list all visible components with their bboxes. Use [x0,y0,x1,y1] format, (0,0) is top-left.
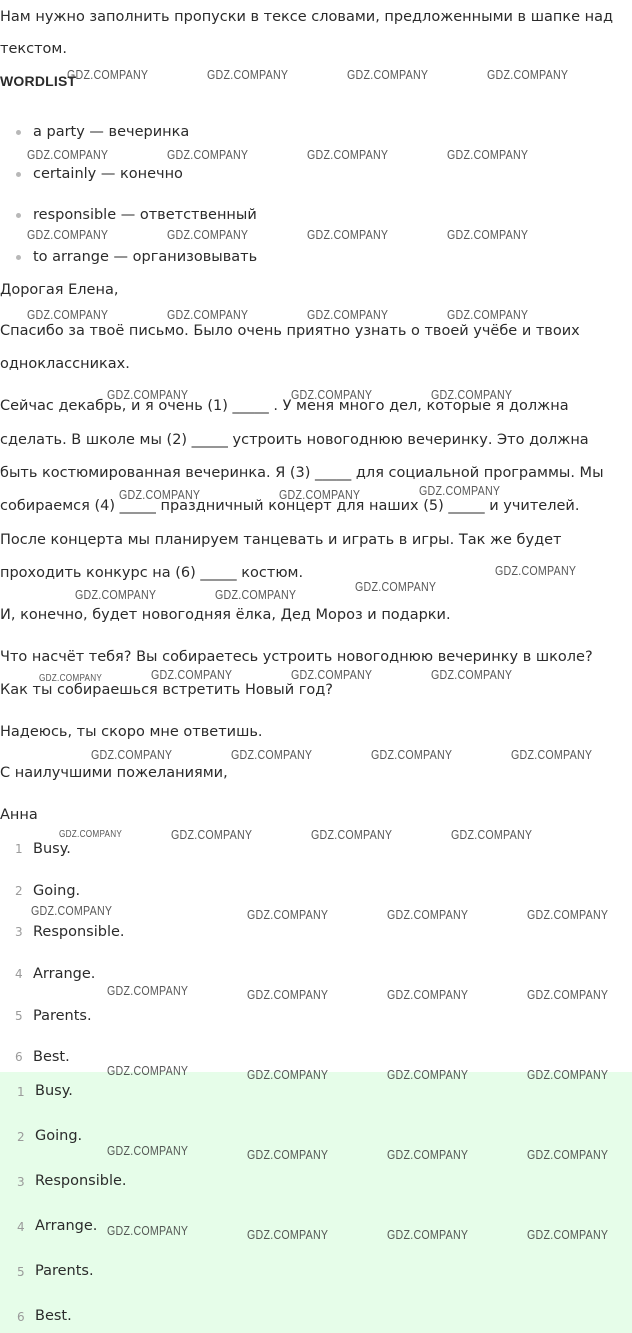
bullet-icon [16,172,21,177]
intro-line-1: Нам нужно заполнить пропуски в тексе словами, предложенными в шапке над [0,9,614,25]
watermark: GDZ.COMPANY [387,1227,469,1242]
answer-text: Busy. [35,1083,73,1099]
watermark: GDZ.COMPANY [107,983,189,998]
watermark: GDZ.COMPANY [247,987,329,1002]
answer-number: 1 [15,842,23,856]
watermark: GDZ.COMPANY [527,1227,609,1242]
letter-line: одноклассниках. [0,356,130,372]
letter-line: собираемся (4) _____ праздничный концерт для наших (5) _____ и учителей. [0,498,580,514]
watermark: GDZ.COMPANY [167,147,249,162]
watermark: GDZ.COMPANY [107,1223,189,1238]
letter-line: И, конечно, будет новогодняя ёлка, Дед Мороз и подарки. [0,607,451,623]
answer-text: Responsible. [33,924,125,940]
bullet-icon [16,255,21,260]
answer-box [0,1072,632,1333]
watermark: GDZ.COMPANY [107,1143,189,1158]
watermark: GDZ.COMPANY [387,987,469,1002]
watermark: GDZ.COMPANY [387,1067,469,1082]
answer-text: Best. [33,1049,70,1065]
watermark: GDZ.COMPANY [311,827,393,842]
watermark: GDZ.COMPANY [431,387,513,402]
watermark: GDZ.COMPANY [527,907,609,922]
watermark: GDZ.COMPANY [447,227,529,242]
answer-number: 2 [17,1130,25,1144]
wordlist-item: responsible — ответственный [33,207,257,223]
watermark: GDZ.COMPANY [39,673,103,684]
wordlist-item: certainly — конечно [33,166,183,182]
watermark: GDZ.COMPANY [247,1227,329,1242]
watermark: GDZ.COMPANY [307,307,389,322]
watermark: GDZ.COMPANY [511,747,593,762]
watermark: GDZ.COMPANY [387,907,469,922]
answer-text: Arrange. [35,1218,98,1234]
watermark: GDZ.COMPANY [527,1147,609,1162]
watermark: GDZ.COMPANY [207,67,289,82]
watermark: GDZ.COMPANY [487,67,569,82]
answer-text: Responsible. [35,1173,127,1189]
answer-text: Busy. [33,841,71,857]
watermark: GDZ.COMPANY [387,1147,469,1162]
watermark: GDZ.COMPANY [307,147,389,162]
watermark: GDZ.COMPANY [27,307,109,322]
watermark: GDZ.COMPANY [291,387,373,402]
answer-text: Parents. [35,1263,94,1279]
letter-line: Надеюсь, ты скоро мне ответишь. [0,724,263,740]
watermark: GDZ.COMPANY [171,827,253,842]
answer-number: 3 [17,1175,25,1189]
watermark: GDZ.COMPANY [419,483,501,498]
watermark: GDZ.COMPANY [91,747,173,762]
watermark: GDZ.COMPANY [119,487,201,502]
watermark: GDZ.COMPANY [107,1063,189,1078]
watermark: GDZ.COMPANY [355,579,437,594]
letter-line: Спасибо за твоё письмо. Было очень приятно узнать о твоей учёбе и твоих [0,323,580,339]
letter-line: После концерта мы планируем танцевать и играть в игры. Так же будет [0,532,562,548]
watermark: GDZ.COMPANY [279,487,361,502]
answer-text: Arrange. [33,966,96,982]
watermark: GDZ.COMPANY [27,147,109,162]
letter-line: проходить конкурс на (6) _____ костюм. [0,565,304,581]
watermark: GDZ.COMPANY [247,907,329,922]
watermark: GDZ.COMPANY [27,227,109,242]
watermark: GDZ.COMPANY [247,1147,329,1162]
answer-text: Best. [35,1308,72,1324]
watermark: GDZ.COMPANY [347,67,429,82]
letter-signature: Анна [0,807,38,823]
intro-line-2: текстом. [0,41,67,57]
answer-number: 6 [17,1310,25,1324]
answer-number: 1 [17,1085,25,1099]
watermark: GDZ.COMPANY [447,147,529,162]
answer-number: 2 [15,884,23,898]
answer-text: Going. [35,1128,83,1144]
wordlist-item: to arrange — организовывать [33,249,258,265]
answer-number: 5 [17,1265,25,1279]
watermark: GDZ.COMPANY [527,1067,609,1082]
watermark: GDZ.COMPANY [167,227,249,242]
answer-number: 4 [17,1220,25,1234]
watermark: GDZ.COMPANY [59,829,123,840]
watermark: GDZ.COMPANY [107,387,189,402]
watermark: GDZ.COMPANY [67,67,149,82]
watermark: GDZ.COMPANY [447,307,529,322]
answer-number: 5 [15,1009,23,1023]
watermark: GDZ.COMPANY [371,747,453,762]
letter-greeting: Дорогая Елена, [0,282,119,298]
wordlist-title: WORDLIST [0,73,77,89]
watermark: GDZ.COMPANY [527,987,609,1002]
watermark: GDZ.COMPANY [151,667,233,682]
watermark: GDZ.COMPANY [247,1067,329,1082]
bullet-icon [16,130,21,135]
watermark: GDZ.COMPANY [307,227,389,242]
bullet-icon [16,213,21,218]
answer-text: Parents. [33,1008,92,1024]
letter-line: Что насчёт тебя? Вы собираетесь устроить новогоднюю вечеринку в школе? [0,649,593,665]
watermark: GDZ.COMPANY [31,903,113,918]
answer-number: 3 [15,925,23,939]
answer-number: 6 [15,1050,23,1064]
answer-text: Going. [33,883,81,899]
watermark: GDZ.COMPANY [231,747,313,762]
watermark: GDZ.COMPANY [495,563,577,578]
watermark: GDZ.COMPANY [75,587,157,602]
letter-line: Сейчас декабрь, и я очень (1) _____ . У меня много дел, которые я должна [0,398,569,414]
letter-line: Как ты собираешься встретить Новый год? [0,682,333,698]
watermark: GDZ.COMPANY [167,307,249,322]
watermark: GDZ.COMPANY [291,667,373,682]
letter-line: сделать. В школе мы (2) _____ устроить новогоднюю вечеринку. Это должна [0,432,589,448]
letter-line: быть костюмированная вечеринка. Я (3) _____ для социальной программы. Мы [0,465,604,481]
watermark: GDZ.COMPANY [215,587,297,602]
watermark: GDZ.COMPANY [451,827,533,842]
wordlist-item: a party — вечеринка [33,124,190,140]
letter-line: С наилучшими пожеланиями, [0,765,228,781]
answer-number: 4 [15,967,23,981]
watermark: GDZ.COMPANY [431,667,513,682]
